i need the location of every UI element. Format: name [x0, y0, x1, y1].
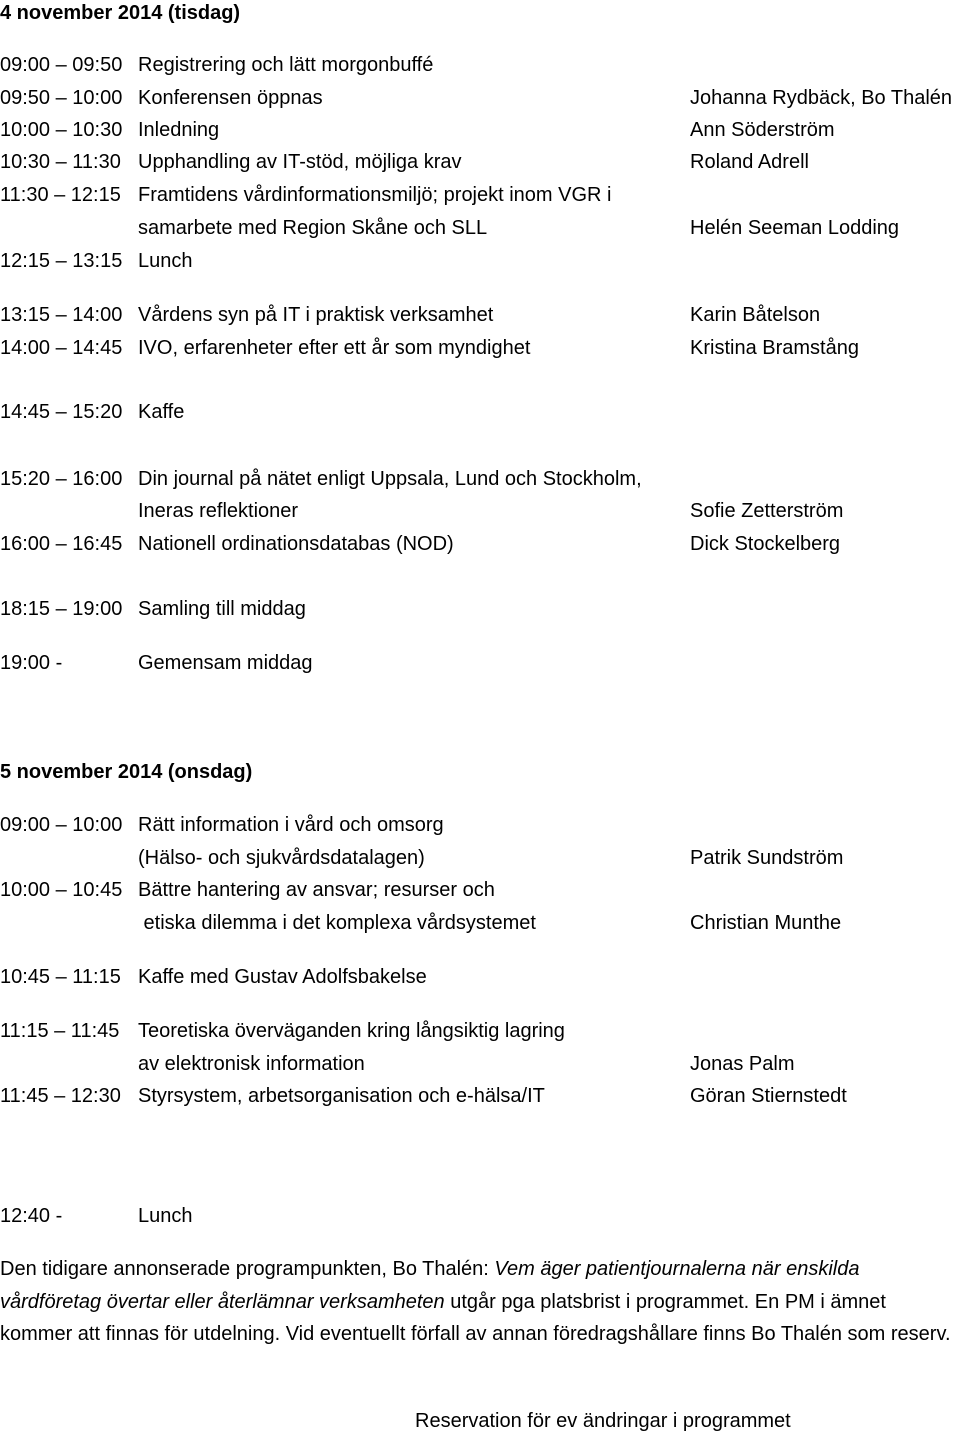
session-title: Lunch	[138, 250, 193, 272]
time-slot: 15:20 – 16:00	[0, 468, 123, 490]
session-title: etiska dilemma i det komplexa vårdsystemet	[138, 912, 536, 934]
time-slot: 18:15 – 19:00	[0, 598, 123, 620]
speaker: Ann Söderström	[690, 119, 835, 141]
speaker: Patrik Sundström	[690, 847, 844, 869]
time-slot: 12:40 -	[0, 1205, 63, 1227]
speaker: Christian Munthe	[690, 912, 842, 934]
note-italic-title: Vem äger patientjournalerna när enskilda vårdföretag övertar eller återlämnar verksamheten	[0, 1258, 860, 1313]
time-slot: 10:00 – 10:45	[0, 879, 123, 901]
session-title: Framtidens vårdinformationsmiljö; projekt inom VGR i	[138, 184, 612, 206]
session-title: Inledning	[138, 119, 220, 141]
time-slot: 10:45 – 11:15	[0, 966, 121, 988]
session-title: Gemensam middag	[138, 652, 313, 674]
time-slot: 13:15 – 14:00	[0, 304, 123, 326]
note-paragraph	[0, 1253, 958, 1351]
session-title: Nationell ordinationsdatabas (NOD)	[138, 533, 454, 555]
time-slot: 10:00 – 10:30	[0, 119, 123, 141]
time-slot: 11:45 – 12:30	[0, 1085, 121, 1107]
time-slot: 11:30 – 12:15	[0, 184, 121, 206]
speaker: Kristina Bramstång	[690, 337, 859, 359]
note-text: Den tidigare annonserade programpunkten, Bo Thalén:	[0, 1258, 495, 1280]
time-slot: 16:00 – 16:45	[0, 533, 123, 555]
time-slot: 14:00 – 14:45	[0, 337, 123, 359]
footer-reservation: Reservation för ev ändringar i programmet	[415, 1410, 791, 1432]
session-title: (Hälso- och sjukvårdsdatalagen)	[138, 847, 425, 869]
session-title: Din journal på nätet enligt Uppsala, Lund och Stockholm,	[138, 468, 642, 490]
session-title: Bättre hantering av ansvar; resurser och	[138, 879, 495, 901]
speaker: Göran Stiernstedt	[690, 1085, 847, 1107]
day2-heading: 5 november 2014 (onsdag)	[0, 761, 253, 783]
speaker: Helén Seeman Lodding	[690, 217, 900, 239]
session-title: Kaffe med Gustav Adolfsbakelse	[138, 966, 427, 988]
session-title: Rätt information i vård och omsorg	[138, 814, 444, 836]
note-text: utgår pga platsbrist i programmet. En PM i ämnet kommer att finnas för utdelning. Vid eventuellt förfall av annan föredragshållare finns Bo Thalén som reserv.	[0, 1290, 951, 1345]
time-slot: 09:00 – 09:50	[0, 54, 123, 76]
day1-heading: 4 november 2014 (tisdag)	[0, 2, 241, 24]
time-slot: 14:45 – 15:20	[0, 401, 123, 423]
session-title: Samling till middag	[138, 598, 306, 620]
session-title: Vårdens syn på IT i praktisk verksamhet	[138, 304, 494, 326]
speaker: Dick Stockelberg	[690, 533, 841, 555]
session-title: Konferensen öppnas	[138, 87, 323, 109]
session-title: IVO, erfarenheter efter ett år som myndighet	[138, 337, 531, 359]
speaker: Sofie Zetterström	[690, 500, 844, 522]
session-title: Ineras reflektioner	[138, 500, 299, 522]
session-title: Kaffe	[138, 401, 185, 423]
time-slot: 09:00 – 10:00	[0, 814, 123, 836]
time-slot: 11:15 – 11:45	[0, 1020, 120, 1042]
session-title: Teoretiska överväganden kring långsiktig lagring	[138, 1020, 565, 1042]
session-title: Styrsystem, arbetsorganisation och e-hälsa/IT	[138, 1085, 545, 1107]
speaker: Jonas Palm	[690, 1053, 795, 1075]
time-slot: 10:30 – 11:30	[0, 151, 121, 173]
speaker: Karin Båtelson	[690, 304, 821, 326]
session-title: samarbete med Region Skåne och SLL	[138, 217, 488, 239]
session-title: av elektronisk information	[138, 1053, 365, 1075]
session-title: Upphandling av IT-stöd, möjliga krav	[138, 151, 462, 173]
time-slot: 09:50 – 10:00	[0, 87, 123, 109]
speaker: Johanna Rydbäck, Bo Thalén	[690, 87, 953, 109]
time-slot: 19:00 -	[0, 652, 63, 674]
session-title: Registrering och lätt morgonbuffé	[138, 54, 434, 76]
speaker: Roland Adrell	[690, 151, 809, 173]
session-title: Lunch	[138, 1205, 193, 1227]
time-slot: 12:15 – 13:15	[0, 250, 123, 272]
